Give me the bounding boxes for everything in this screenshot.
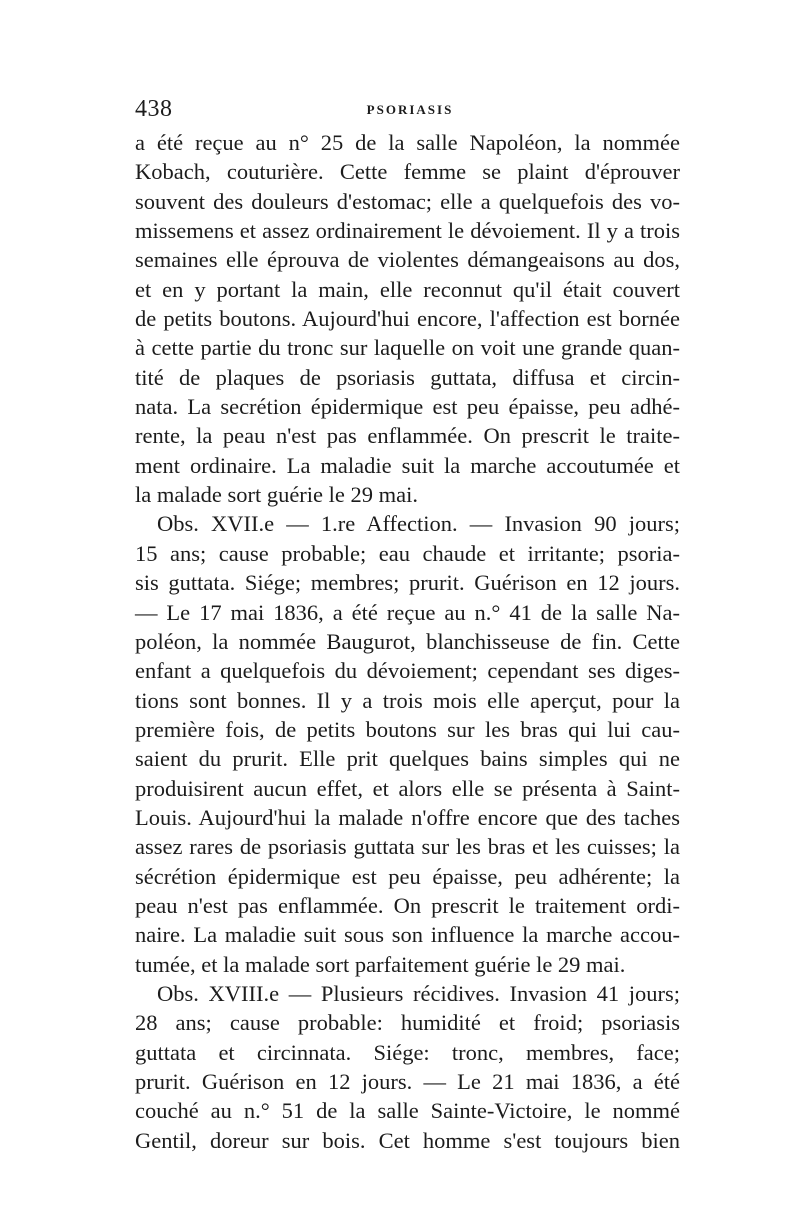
text-line: assez rares de psoriasis guttata sur les bras et les cuisses; la xyxy=(135,834,680,860)
page-header xyxy=(135,96,685,126)
text-line: la malade sort guérie le 29 mai. xyxy=(135,482,419,508)
observation-heading-xviii: Obs. XVIII.e — Plusieurs récidives. Invasion 41 jours; xyxy=(157,980,680,1006)
text-line: nata. La secrétion épidermique est peu épaisse, peu adhé- xyxy=(135,394,680,420)
text-line: — Le 17 mai 1836, a été reçue au n.° 41 de la salle Na- xyxy=(135,599,680,625)
text-line: missemens et assez ordinairement le dévoiement. Il y a trois xyxy=(135,218,680,244)
body-text xyxy=(135,128,680,1155)
text-line: produisirent aucun effet, et alors elle se présenta à Saint- xyxy=(135,775,680,801)
text-line: tité de plaques de psoriasis guttata, diffusa et circin- xyxy=(135,364,680,390)
observation-heading-xvii: Obs. XVII.e — 1.re Affection. — Invasion 90 jours; xyxy=(157,511,680,537)
text-line: saient du prurit. Elle prit quelques bains simples qui ne xyxy=(135,746,680,772)
text-line: à cette partie du tronc sur laquelle on voit une grande quan- xyxy=(135,335,680,361)
text-line: semaines elle éprouva de violentes démangeaisons au dos, xyxy=(135,247,680,273)
text-line: naire. La maladie suit sous son influence la marche accou- xyxy=(135,922,680,948)
text-line: couché au n.° 51 de la salle Sainte-Victoire, le nommé xyxy=(135,1098,680,1124)
text-line: peau n'est pas enflammée. On prescrit le traitement ordi- xyxy=(135,892,680,918)
text-line: guttata et circinnata. Siége: tronc, membres, face; xyxy=(135,1039,680,1065)
text-line: tumée, et la malade sort parfaitement guérie le 29 mai. xyxy=(135,951,626,977)
text-line: souvent des douleurs d'estomac; elle a quelquefois des vo- xyxy=(135,188,680,214)
page-number: 438 xyxy=(135,96,173,122)
text-line: 15 ans; cause probable; eau chaude et irritante; psoria- xyxy=(135,540,680,566)
text-line: tions sont bonnes. Il y a trois mois elle aperçut, pour la xyxy=(135,687,680,713)
text-line: 28 ans; cause probable: humidité et froid; psoriasis xyxy=(135,1010,680,1036)
text-line: Louis. Aujourd'hui la malade n'offre encore que des taches xyxy=(135,804,680,830)
text-line: ment ordinaire. La maladie suit la marche accoutumée et xyxy=(135,452,680,478)
text-line: poléon, la nommée Baugurot, blanchisseuse de fin. Cette xyxy=(135,628,680,654)
text-line: et en y portant la main, elle reconnut qu'il était couvert xyxy=(135,276,680,302)
text-line: sis guttata. Siége; membres; prurit. Guérison en 12 jours. xyxy=(135,570,680,596)
running-title: PSORIASIS xyxy=(366,102,454,117)
text-line: de petits boutons. Aujourd'hui encore, l'affection est bornée xyxy=(135,306,680,332)
text-line: prurit. Guérison en 12 jours. — Le 21 mai 1836, a été xyxy=(135,1069,680,1094)
text-line: première fois, de petits boutons sur les bras qui lui cau- xyxy=(135,716,680,742)
text-line: enfant a quelquefois du dévoiement; cependant ses diges- xyxy=(135,658,680,684)
text-line: Kobach, couturière. Cette femme se plaint d'éprouver xyxy=(135,159,680,185)
text-line: Gentil, doreur sur bois. Cet homme s'est toujours bien xyxy=(135,1127,680,1153)
text-line: a été reçue au n° 25 de la salle Napoléon, la nommée xyxy=(135,130,680,155)
text-line: rente, la peau n'est pas enflammée. On prescrit le traite- xyxy=(135,423,680,449)
text-line: sécrétion épidermique est peu épaisse, peu adhérente; la xyxy=(135,863,680,889)
